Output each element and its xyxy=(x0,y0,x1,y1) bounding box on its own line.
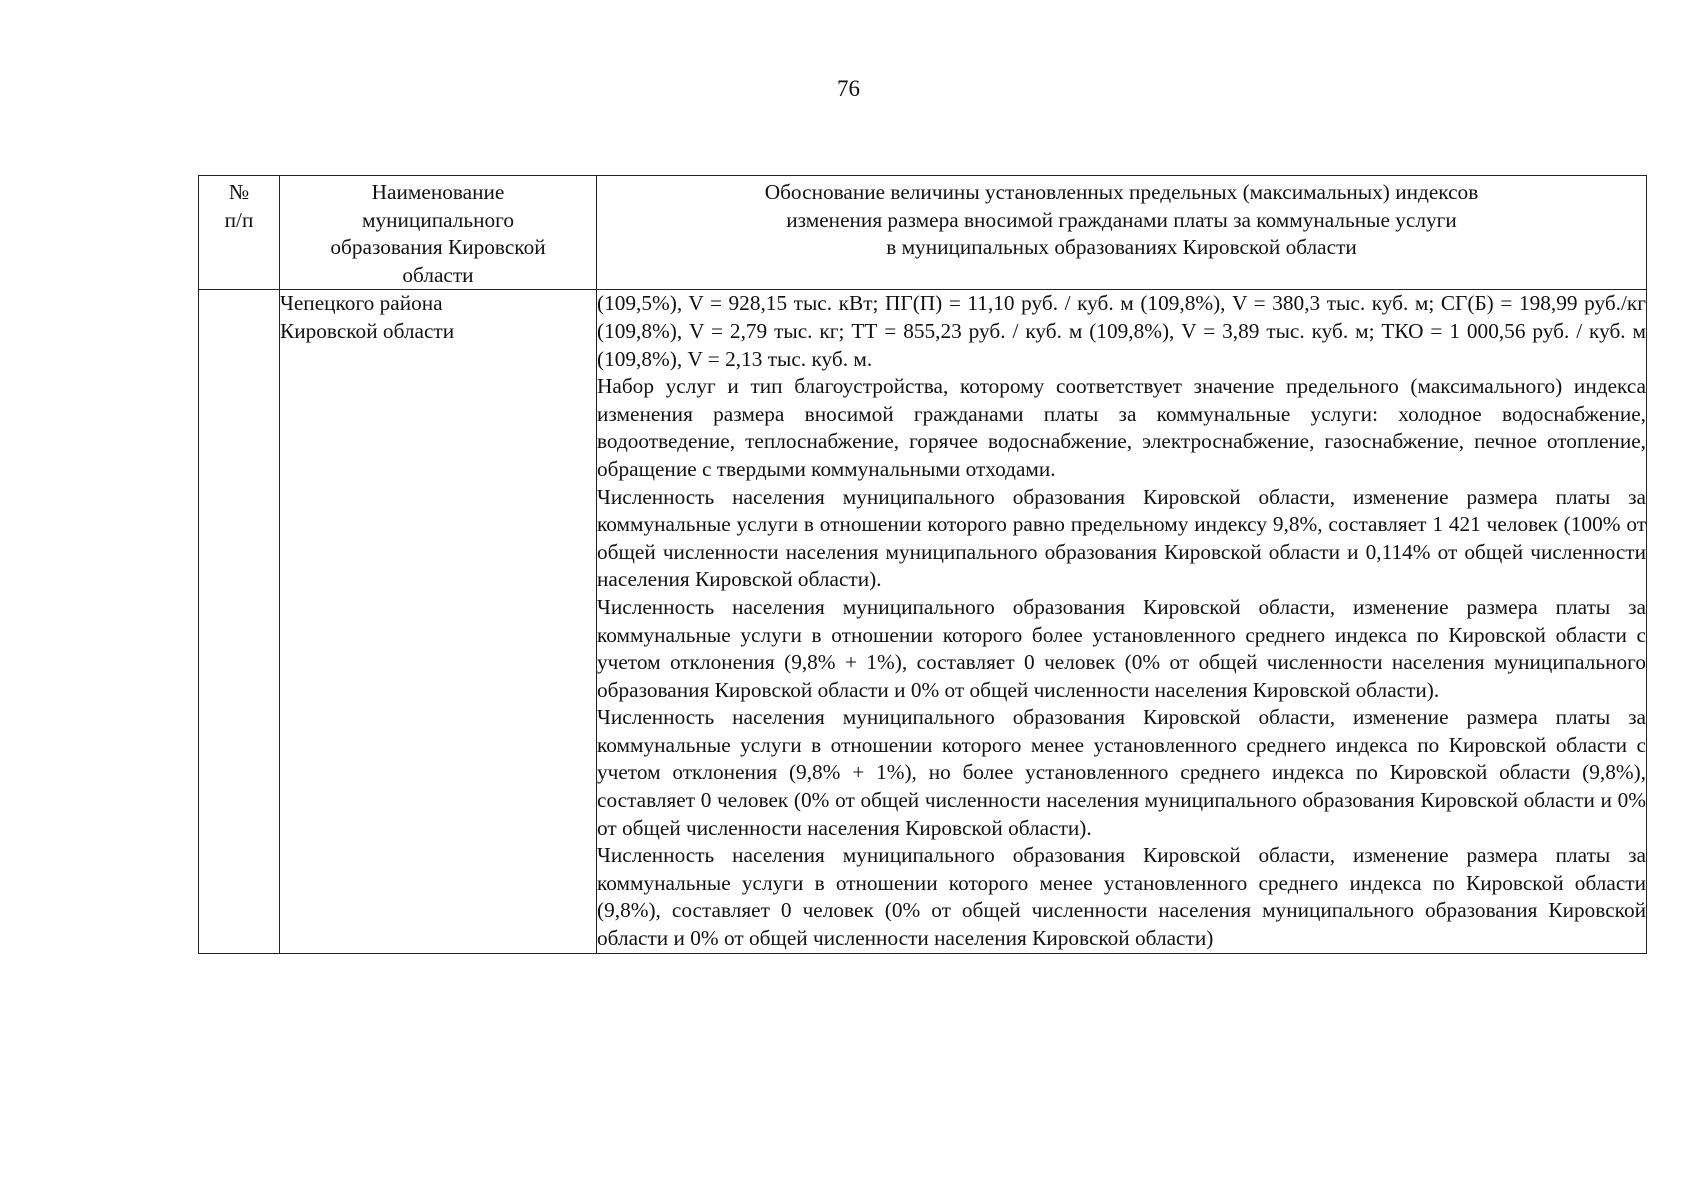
population-above-deviation-paragraph: Численность населения муниципального образования Кировской области, изменение размера платы за коммунальные услуги в отношении которого более установленного среднего индекса по Кировской области с учетом отклонения (9,8% + 1%), составляет 0 человек (0% от общей численности населения муниципального образования Кировской области и 0% от общей численности населения Кировской области). xyxy=(597,594,1646,702)
header-number-line: п/п xyxy=(224,207,254,232)
municipality-name-line: Чепецкого района xyxy=(280,291,443,316)
municipality-name-cell xyxy=(280,290,597,953)
table-header-row xyxy=(199,176,1647,290)
header-justification-line: в муниципальных образованиях Кировской области xyxy=(886,235,1357,260)
table-row xyxy=(199,290,1647,953)
population-between-paragraph: Численность населения муниципального образования Кировской области, изменение размера платы за коммунальные услуги в отношении которого менее установленного среднего индекса по Кировской области с учетом отклонения (9,8% + 1%), но более установленного среднего индекса по Кировской области (9,8%), составляет 0 человек (0% от общей численности населения муниципального образования Кировской области и 0% от общей численности населения Кировской области). xyxy=(597,705,1646,840)
population-equal-index-paragraph: Численность населения муниципального образования Кировской области, изменение размера платы за коммунальные услуги в отношении которого равно предельному индексу 9,8%, составляет 1 421 человек (100% от общей численности населения муниципального образования Кировской области и 0,114% от общей численности населения Кировской области). xyxy=(597,484,1646,592)
justification-cell xyxy=(597,290,1647,953)
header-municipality xyxy=(280,176,597,290)
header-municipality-line: образования Кировской xyxy=(330,235,546,260)
page-number: 76 xyxy=(837,76,860,101)
row-number-cell xyxy=(199,290,280,953)
header-municipality-line: области xyxy=(402,262,474,287)
header-municipality-line: муниципального xyxy=(362,207,514,232)
header-municipality-line: Наименование xyxy=(371,180,505,204)
index-justification-table xyxy=(198,175,1647,954)
header-justification-line: Обоснование величины установленных предельных (максимальных) индексов xyxy=(764,180,1479,204)
header-number-line: № xyxy=(228,180,250,204)
population-below-average-paragraph: Численность населения муниципального образования Кировской области, изменение размера платы за коммунальные услуги в отношении которого менее установленного среднего индекса по Кировской области (9,8%), составляет 0 человек (0% от общей численности населения муниципального образования Кировской области и 0% от общей численности населения Кировской области) xyxy=(597,843,1646,951)
tariff-values-paragraph: (109,5%), V = 928,15 тыс. кВт; ПГ(П) = 11,10 руб. / куб. м (109,8%), V = 380,3 тыс. куб. м; СГ(Б) = 198,99 руб./кг (109,8%), V = 2,79 тыс. кг; ТТ = 855,23 руб. / куб. м (109,8%), V = 3,89 тыс. куб. м; ТКО = 1 000,56 руб. / куб. м (109,8%), V = 2,13 тыс. куб. м. xyxy=(597,291,1646,371)
services-set-paragraph: Набор услуг и тип благоустройства, которому соответствует значение предельного (максимального) индекса изменения размера вносимой гражданами платы за коммунальные услуги: холодное водоснабжение, водоотведение, теплоснабжение, горячее водоснабжение, электроснабжение, газоснабжение, печное отопление, обращение с твердыми коммунальными отходами. xyxy=(597,374,1646,481)
header-justification-line: изменения размера вносимой гражданами платы за коммунальные услуги xyxy=(786,207,1457,232)
header-number xyxy=(199,176,280,290)
municipality-name-line: Кировской области xyxy=(280,318,455,343)
header-justification xyxy=(597,176,1647,290)
